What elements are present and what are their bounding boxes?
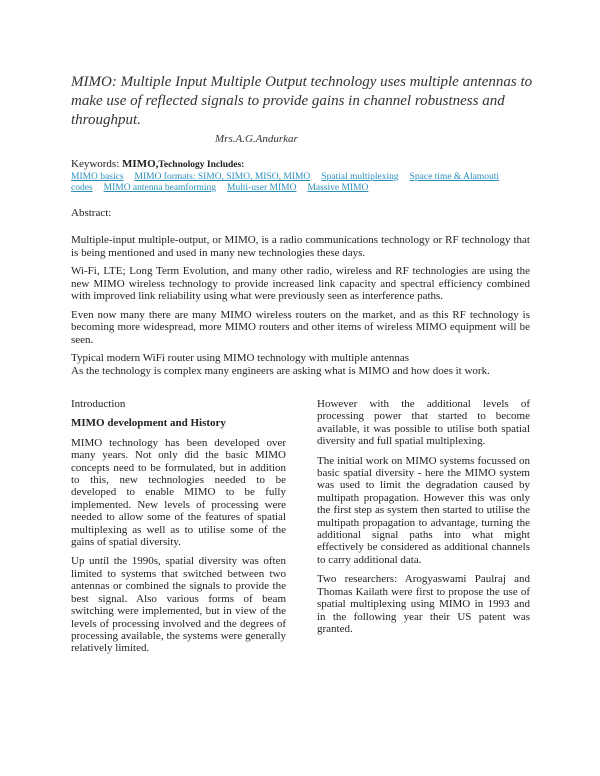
keywords-label: Keywords: xyxy=(71,158,123,170)
abstract-paragraph: Multiple-input multiple-output, or MIMO, is a radio communications technology or RF technology that is being mentioned and used in many new technologies these days. xyxy=(71,234,530,259)
right-column xyxy=(317,398,530,642)
link-multi-user-mimo[interactable]: Multi-user MIMO xyxy=(227,183,297,193)
abstract-label: Abstract: xyxy=(71,207,112,219)
link-massive-mimo[interactable]: Massive MIMO xyxy=(307,183,369,193)
keyword-links xyxy=(71,172,531,194)
keywords-bold-includes: Technology Includes: xyxy=(158,160,245,170)
author-name: Mrs.A.G.Andurkar xyxy=(215,133,298,145)
link-space-time-codes[interactable]: Space time & Alamouti codes xyxy=(71,172,500,193)
link-antenna-beamforming[interactable]: MIMO antenna beamforming xyxy=(103,183,217,193)
link-spatial-multiplexing[interactable]: Spatial multiplexing xyxy=(321,172,399,182)
keywords-bold-mimo: MIMO, xyxy=(122,158,159,170)
keywords-line xyxy=(71,158,531,171)
body-paragraph: The initial work on MIMO systems focussed on basic spatial diversity - here the MIMO system was used to limit the degradation caused by multipath propagation. However this was only the first step as system then started to utilise the multipath propagation to advantage, turning the additional signal paths into what might effectively be considered as additional channels to carry additional data. xyxy=(317,454,530,566)
abstract-paragraph: Even now many there are many MIMO wireless routers on the market, and as this RF technology is becoming more widespread, more MIMO routers and other items of wireless MIMO equipment will be seen. xyxy=(71,308,530,346)
left-column xyxy=(71,398,286,662)
link-mimo-basics[interactable]: MIMO basics xyxy=(71,172,124,182)
body-paragraph: Up until the 1990s, spatial diversity was often limited to systems that switched between two antennas or combined the signals to provide the best signal. Also various forms of beam switching were implemented, but in view of the levels of processing involved and the degrees of processing available, the systems were generally relatively limited. xyxy=(71,555,286,655)
paper-title: MIMO: Multiple Input Multiple Output technology uses multiple antennas to make use of reflected signals to provide gains in channel robustness and throughput. xyxy=(71,74,533,128)
abstract-caption: Typical modern WiFi router using MIMO technology with multiple antennas xyxy=(71,352,410,364)
keywords-section xyxy=(71,158,531,194)
body-paragraph: However with the additional levels of processing power that started to become available, it was possible to utilise both spatial diversity and full spatial multiplexing. xyxy=(317,398,530,448)
section-intro-heading: Introduction xyxy=(71,398,126,410)
section-history-heading: MIMO development and History xyxy=(71,417,226,430)
abstract-body xyxy=(71,234,530,377)
abstract-paragraph: As the technology is complex many engineers are asking what is MIMO and how does it work. xyxy=(71,364,490,377)
link-mimo-formats[interactable]: MIMO formats: SIMO, SIMO, MISO, MIMO xyxy=(134,172,311,182)
body-paragraph: MIMO technology has been developed over many years. Not only did the basic MIMO concepts need to be formulated, but in addition to this, new technologies needed to be developed to enable MIMO to be fully implemented. New levels of processing were needed to allow some of the features of spatial multiplexing as well as to utilise some of the gains of spatial diversity. xyxy=(71,436,286,549)
abstract-paragraph: Wi-Fi, LTE; Long Term Evolution, and many other radio, wireless and RF technologies are using the new MIMO wireless technology to provide increased link capacity and spectral efficiency combined with improved link reliability using what were previously seen as interference paths. xyxy=(71,265,530,302)
body-paragraph: Two researchers: Arogyaswami Paulraj and Thomas Kailath were first to propose the use of spatial multiplexing using MIMO in 1993 and in the following year their US patent was granted. xyxy=(317,573,530,635)
